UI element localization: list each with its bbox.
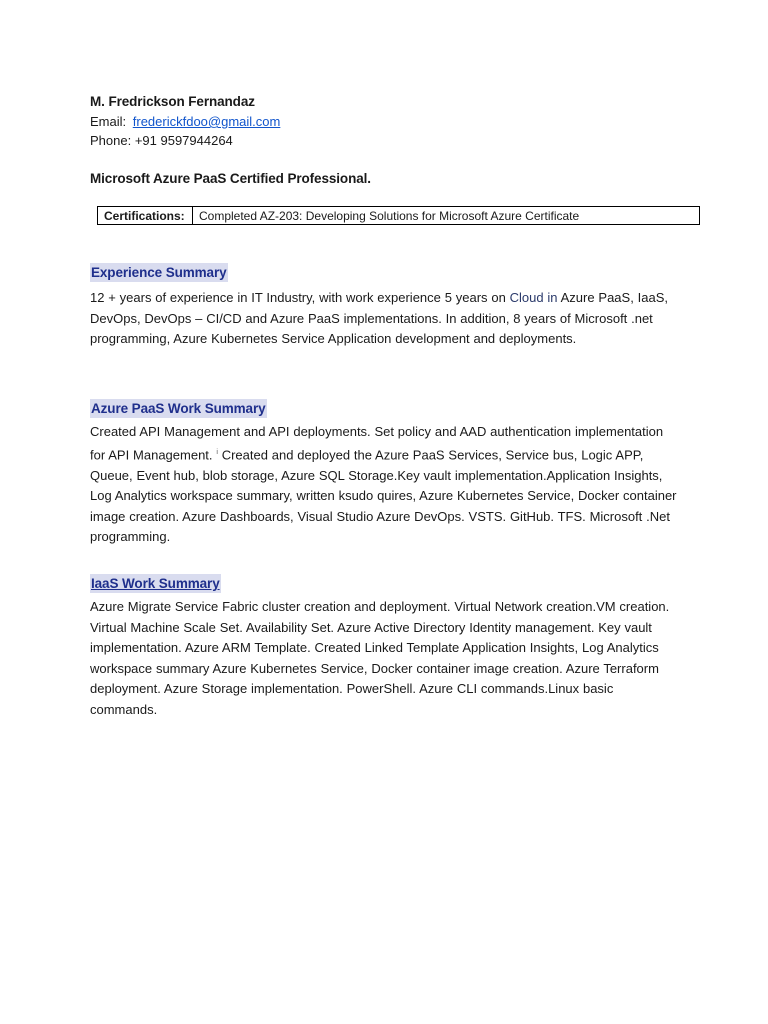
resume-header bbox=[90, 92, 680, 189]
email-link[interactable]: frederickfdoo@gmail.com bbox=[132, 114, 281, 129]
paas-summary-text: Created API Management and API deployments. Set policy and AAD authentication implementation for API Management. $^i$ Created and deployed the Azure PaaS Services, Service bus, Logic APP, Queue, Event hub, blob storage, Azure SQL Storage.Key vault implementation.Application Insights, Log Analytics workspace summary, written ksudo quires, Azure Kubernetes Service, Docker container image creation. Azure Dashboards, Visual Studio Azure DevOps. VSTS. GitHub. TFS. Microsoft .Net programming. bbox=[90, 424, 677, 545]
experience-summary-section bbox=[90, 263, 680, 350]
certifications-row bbox=[98, 207, 700, 225]
candidate-name: M. Fredrickson Fernandaz bbox=[90, 94, 255, 109]
cloud-highlight: Cloud in bbox=[509, 290, 558, 305]
experience-summary-heading: Experience Summary bbox=[91, 265, 227, 280]
phone-line: Phone: +91 9597944264 bbox=[90, 133, 233, 148]
iaas-summary-heading: IaaS Work Summary bbox=[91, 576, 220, 591]
email-label: Email: bbox=[90, 114, 127, 129]
iaas-summary-text: Azure Migrate Service Fabric cluster creation and deployment. Virtual Network creation.VM creation. Virtual Machine Scale Set. Availability Set. Azure Active Directory Identity management. Key vault implementation. Azure ARM Template. Created Linked Template Application Insights, Log Analytics workspace summary Azure Kubernetes Service, Docker container image creation. Azure Terraform deployment. Azure Storage implementation. PowerShell. Azure CLI commands.Linux basic commands. bbox=[90, 599, 670, 717]
paas-summary-heading: Azure PaaS Work Summary bbox=[91, 401, 266, 416]
email-line bbox=[90, 112, 680, 131]
professional-headline: Microsoft Azure PaaS Certified Professional. bbox=[90, 171, 371, 186]
iaas-summary-section bbox=[90, 574, 680, 721]
footnote-marker[interactable]: i bbox=[216, 448, 218, 456]
certifications-table bbox=[97, 206, 700, 225]
certifications-value: Completed AZ-203: Developing Solutions for Microsoft Azure Certificate bbox=[193, 207, 700, 225]
experience-summary-text: 12 + years of experience in IT Industry, with work experience 5 years on Cloud in Azure PaaS, IaaS, DevOps, DevOps – CI/CD and Azure PaaS implementations. In addition, 8 years of Microsoft .net programming, Azure Kubernetes Service Application development and deployments. bbox=[90, 290, 668, 347]
paas-summary-section bbox=[90, 399, 680, 548]
certifications-label: Certifications: bbox=[98, 207, 193, 225]
